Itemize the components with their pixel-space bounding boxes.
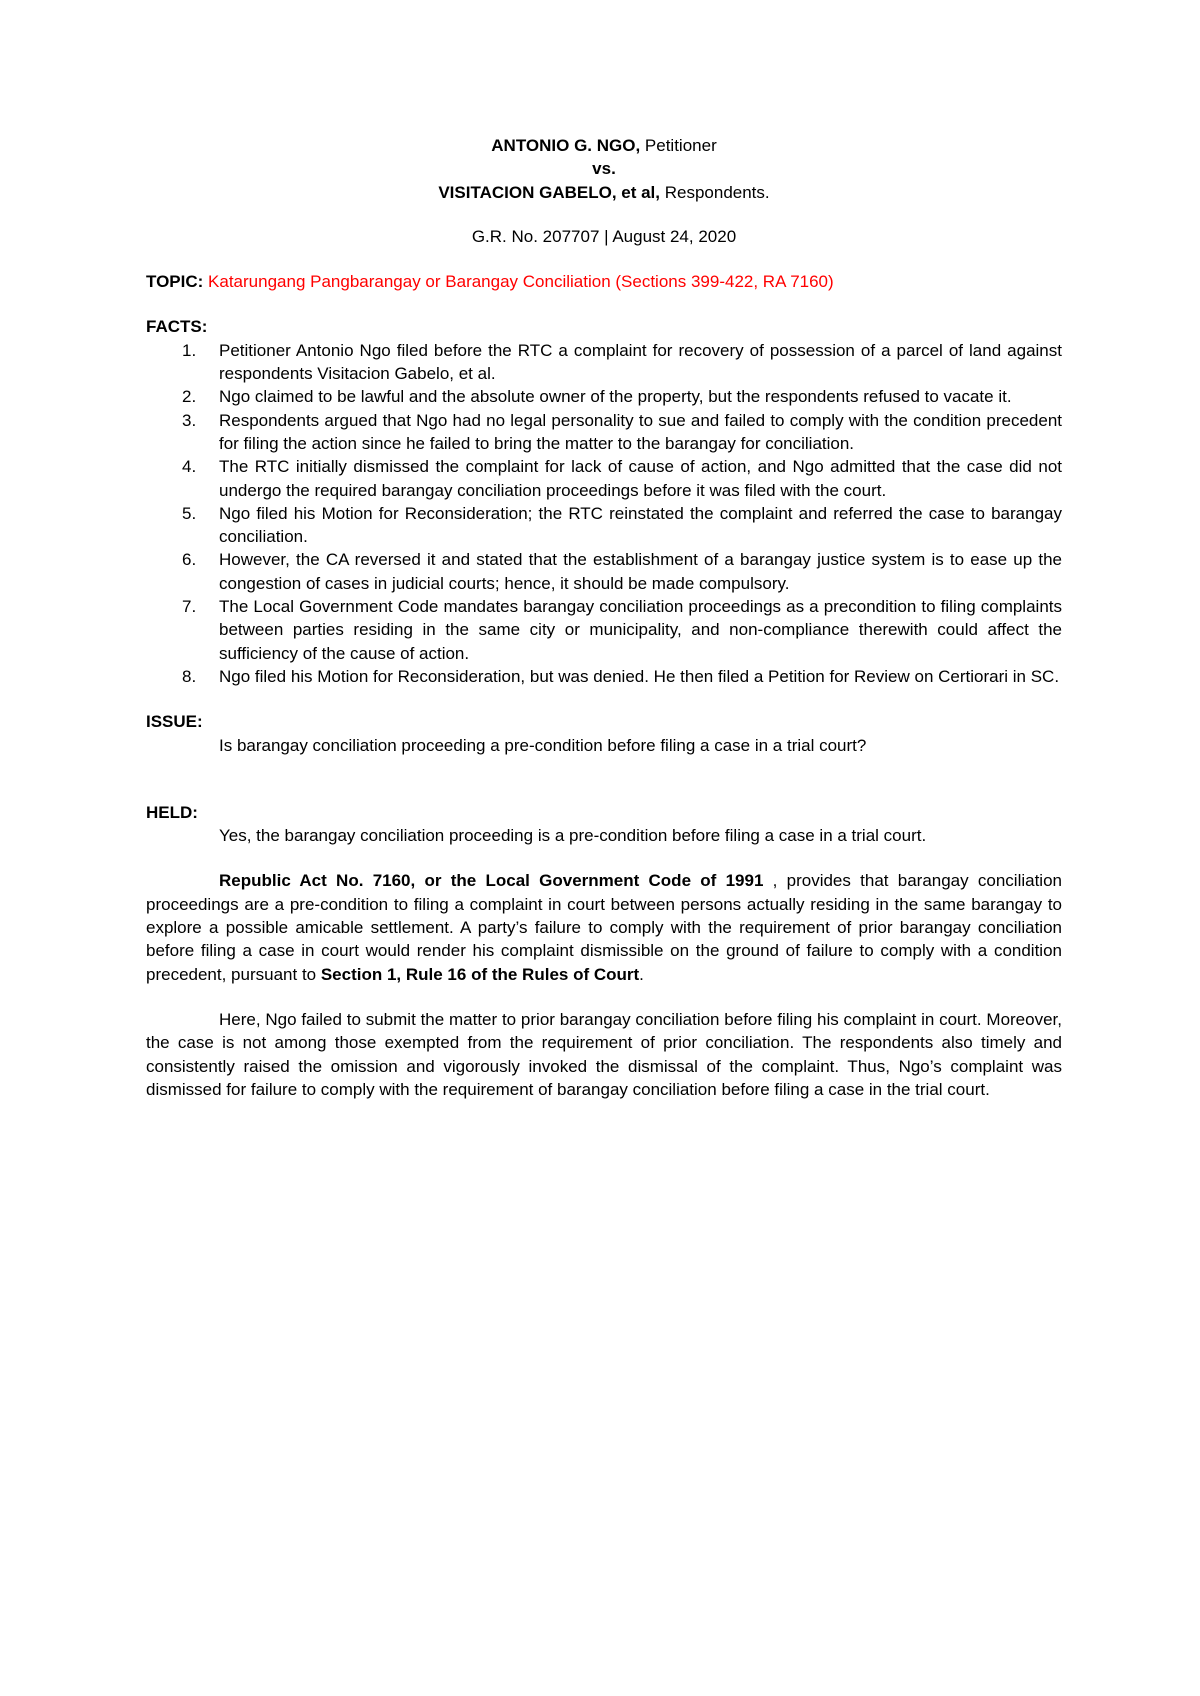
- versus-label: vs.: [592, 159, 616, 179]
- docket-line: G.R. No. 207707 | August 24, 2020: [471, 226, 737, 246]
- respondent-role: Respondents.: [660, 182, 770, 202]
- case-caption: [146, 134, 1062, 248]
- law-citation: Republic Act No. 7160, or the Local Government Code of 1991: [219, 871, 764, 891]
- issue-text: Is barangay conciliation proceeding a pre-condition before filing a case in a trial court?: [219, 735, 867, 755]
- list-item: 4. The RTC initially dismissed the complaint for lack of cause of action, and Ngo admitted that the case did not undergo the required barangay conciliation proceedings before it was filed with the court.: [182, 457, 1062, 500]
- held-answer: Yes, the barangay conciliation proceeding is a pre-condition before filing a case in a trial court.: [219, 826, 927, 846]
- petitioner-name: ANTONIO G. NGO,: [491, 136, 641, 155]
- issue-heading: ISSUE:: [146, 712, 203, 732]
- topic-line: [146, 270, 1062, 293]
- list-item: 5. Ngo filed his Motion for Reconsideration; the RTC reinstated the complaint and referred the case to barangay conciliation.: [182, 503, 1062, 547]
- held-paragraph-law: Republic Act No. 7160, or the Local Government Code of 1991 , provides that barangay conciliation proceedings are a pre-condition to filing a complaint in court between persons actually residing in the same barangay to explore a possible amicable settlement. A party’s failure to comply with the requirement of prior barangay conciliation before filing a case in court would render his complaint dismissible on the ground of failure to comply with a condition precedent, pursuant to Section 1, Rule 16 of the Rules of Court.: [146, 871, 1062, 984]
- list-item: 7. The Local Government Code mandates barangay conciliation proceedings as a precondition to filing complaints between parties residing in the same city or municipality, and non-compliance therewith could affect the sufficiency of the cause of action.: [182, 597, 1062, 663]
- petitioner-role: Petitioner: [640, 136, 717, 155]
- document-page: [146, 134, 1062, 1101]
- held-paragraph-application: Here, Ngo failed to submit the matter to prior barangay conciliation before filing his complaint in court. Moreover, the case is not among those exempted from the requirement of prior conciliation. The respondents also timely and consistently raised the omission and vigorously invoked the dismissal of the complaint. Thus, Ngo’s complaint was dismissed for failure to comply with the requirement of barangay conciliation before filing a case in the trial court.: [146, 1009, 1062, 1099]
- topic-label: TOPIC:: [146, 272, 204, 292]
- respondent-name: VISITACION GABELO, et al,: [438, 182, 660, 202]
- held-heading: HELD:: [146, 802, 198, 822]
- respondent-line: [146, 181, 1062, 204]
- rule-citation: Section 1, Rule 16 of the Rules of Court: [320, 964, 640, 984]
- list-item: 6. However, the CA reversed it and stated that the establishment of a barangay justice system is to ease up the congestion of cases in judicial courts; hence, it should be made compulsory.: [182, 550, 1062, 593]
- list-item: 1. Petitioner Antonio Ngo filed before the RTC a complaint for recovery of possession of a parcel of land against respondents Visitacion Gabelo, et al.: [182, 340, 1062, 384]
- facts-list: [146, 339, 1062, 688]
- topic-text: Katarungang Pangbarangay or Barangay Conciliation (Sections 399-422, RA 7160): [203, 272, 834, 292]
- list-item: 3. Respondents argued that Ngo had no legal personality to sue and failed to comply with the condition precedent for filing the action since he failed to bring the matter to the barangay for conciliation.: [182, 410, 1062, 453]
- facts-heading: FACTS:: [146, 317, 208, 337]
- petitioner-line: [146, 134, 1062, 157]
- list-item: 2. Ngo claimed to be lawful and the absolute owner of the property, but the respondents refused to vacate it.: [182, 387, 1012, 407]
- list-item: 8. Ngo filed his Motion for Reconsideration, but was denied. He then filed a Petition for Review on Certiorari in SC.: [182, 666, 1060, 686]
